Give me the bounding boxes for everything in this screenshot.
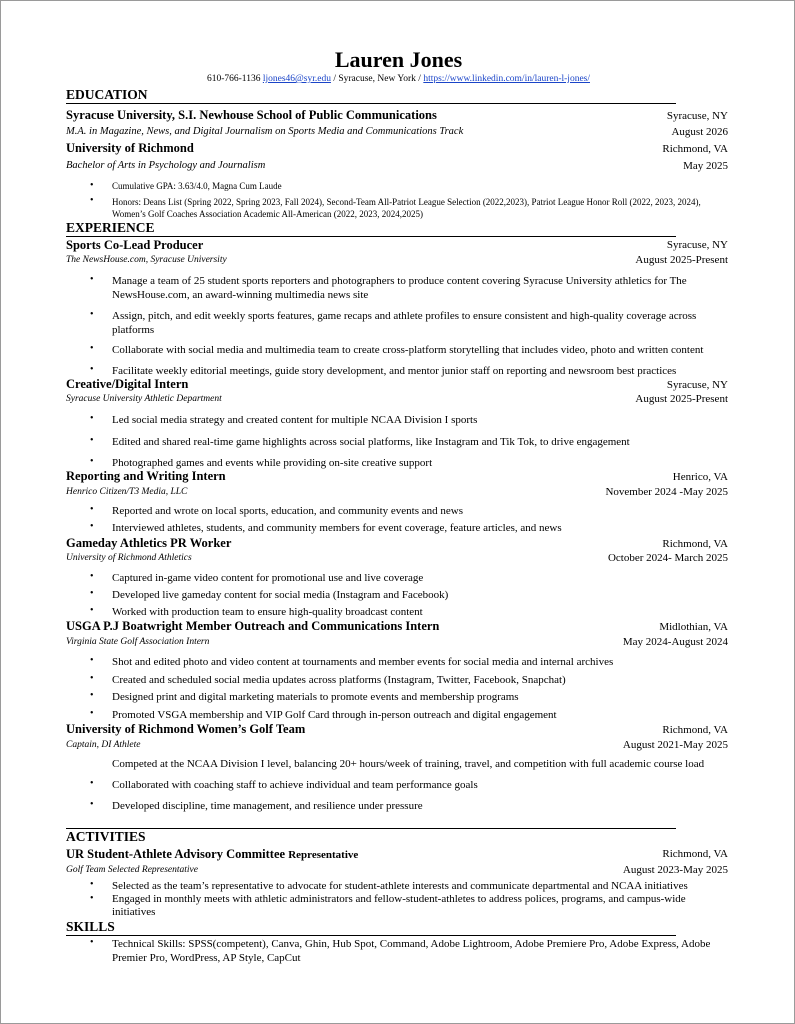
bullet-icon: • [90, 778, 94, 789]
bullet-icon: • [90, 413, 94, 424]
list-item: Technical Skills: SPSS(competent), Canva, Ghin, Hub Spot, Command, Adobe Lightroom, Adobe Premiere Pro, Adobe Express, Adobe Premier Pro, WordPress, AP Style, CapCut [112, 938, 711, 964]
list-item: Promoted VSGA membership and VIP Golf Card through in-person outreach and digital engagement [112, 709, 557, 721]
list-item: Developed discipline, time management, and resilience under pressure [112, 800, 423, 812]
job-title: USGA P.J Boatwright Member Outreach and Communications Intern [66, 619, 440, 633]
section-activities: ACTIVITIES [66, 829, 146, 844]
list-item: Captured in-game video content for promotional use and live coverage [112, 572, 424, 584]
activity-title-main: UR Student-Athlete Advisory Committee [66, 847, 286, 861]
activity-title-suffix: Representative [288, 849, 359, 861]
job-location: Richmond, VA [662, 538, 728, 550]
list-item: Led social media strategy and created content for multiple NCAA Division I sports [112, 414, 478, 426]
bullet-icon: • [90, 180, 94, 191]
bullet-icon: • [90, 195, 94, 206]
job-date: August 2021-May 2025 [622, 739, 728, 751]
section-rule [66, 935, 676, 936]
bullet-icon: • [90, 937, 94, 948]
phone: 610-766-1136 [206, 74, 261, 84]
job-date: October 2024- March 2025 [607, 552, 728, 564]
list-item: Shot and edited photo and video content at tournaments and member events for social media and internal archives [112, 656, 614, 668]
job-title: Reporting and Writing Intern [66, 469, 226, 483]
contact-line [1, 73, 795, 86]
linkedin-link[interactable]: https://www.linkedin.com/in/lauren-l-jones/ [423, 74, 590, 84]
edu-date: May 2025 [683, 160, 728, 172]
bullet-icon: • [90, 343, 94, 354]
job-location: Syracuse, NY [666, 239, 728, 251]
bullet-icon: • [90, 456, 94, 467]
edu-org: Syracuse University, S.I. Newhouse School of Public Communications [66, 108, 437, 122]
list-item: Assign, pitch, and edit weekly sports features, game recaps and athlete profiles to ensure consistent and high-quality coverage across platforms [112, 310, 697, 336]
job-org: Virginia State Golf Association Intern [66, 637, 210, 647]
bullet-icon: • [90, 879, 94, 890]
bullet-icon: • [90, 673, 94, 684]
edu-degree: M.A. in Magazine, News, and Digital Journalism on Sports Media and Communications Track [66, 126, 464, 137]
list-item: Collaborate with social media and multimedia team to create cross-platform storytelling that includes video, photo and written content [112, 344, 704, 356]
list-item: Photographed games and events while providing on-site creative support [112, 457, 433, 469]
list-item: Worked with production team to ensure high-quality broadcast content [112, 606, 423, 618]
list-item: Developed live gameday content for social media (Instagram and Facebook) [112, 589, 449, 601]
edu-location: Syracuse, NY [666, 110, 728, 122]
list-item: Cumulative GPA: 3.63/4.0, Magna Cum Laude [112, 181, 282, 191]
section-education: EDUCATION [66, 87, 148, 102]
section-skills: SKILLS [66, 919, 115, 934]
candidate-name: Lauren Jones [334, 47, 463, 72]
section-experience: EXPERIENCE [66, 220, 155, 235]
list-item: Competed at the NCAA Division I level, balancing 20+ hours/week of training, travel, and competition with full academic course load [112, 758, 705, 770]
job-location: Henrico, VA [672, 471, 728, 483]
list-item: Designed print and digital marketing materials to promote events and membership programs [112, 691, 519, 703]
section-rule [66, 828, 676, 829]
edu-org: University of Richmond [66, 141, 194, 155]
edu-location: Richmond, VA [662, 143, 728, 155]
edu-date: August 2026 [671, 126, 728, 138]
activity-location: Richmond, VA [662, 848, 728, 860]
list-item: Interviewed athletes, students, and community members for event coverage, feature articles, and news [112, 522, 562, 534]
bullet-icon: • [90, 799, 94, 810]
bullet-icon: • [90, 435, 94, 446]
edu-degree: Bachelor of Arts in Psychology and Journalism [66, 160, 266, 171]
list-item: Engaged in monthly meets with athletic administrators and fellow-student-athletes to address polices, programs, and campus-wide initiatives [112, 893, 686, 918]
email-link[interactable]: ljones46@syr.edu [262, 74, 331, 84]
job-date: August 2025-Present [635, 393, 728, 405]
activity-date: August 2023-May 2025 [622, 864, 728, 876]
bullet-icon: • [90, 571, 94, 582]
job-date: August 2025-Present [635, 254, 728, 266]
job-org: Captain, DI Athlete [66, 740, 141, 750]
bullet-icon: • [90, 605, 94, 616]
bullet-icon: • [90, 309, 94, 320]
job-location: Midlothian, VA [659, 621, 728, 633]
list-item: Reported and wrote on local sports, education, and community events and news [112, 505, 463, 517]
job-org: Henrico Citizen/T3 Media, LLC [66, 487, 188, 497]
job-date: November 2024 -May 2025 [605, 486, 728, 498]
list-item: Edited and shared real-time game highlights across social platforms, like Instagram and Tik Tok, to drive engagement [112, 436, 630, 448]
job-location: Richmond, VA [662, 724, 728, 736]
list-item: Manage a team of 25 student sports reporters and photographers to produce content covering Syracuse University athletics for The NewsHouse.com, an award-winning multimedia news site [112, 275, 687, 301]
bullet-icon: • [90, 364, 94, 375]
job-org: The NewsHouse.com, Syracuse University [66, 255, 227, 265]
bullet-icon: • [90, 893, 94, 904]
location: / Syracuse, New York / [333, 74, 421, 84]
job-title: University of Richmond Women’s Golf Team [66, 722, 306, 736]
bullet-icon: • [90, 504, 94, 515]
activity-org: Golf Team Selected Representative [66, 865, 198, 875]
job-title: Creative/Digital Intern [66, 377, 189, 391]
list-item: Collaborated with coaching staff to achieve individual and team performance goals [112, 779, 478, 791]
bullet-icon: • [90, 588, 94, 599]
bullet-icon: • [90, 521, 94, 532]
job-title: Sports Co-Lead Producer [66, 238, 204, 252]
job-title: Gameday Athletics PR Worker [66, 536, 232, 550]
list-item: Honors: Deans List (Spring 2022, Spring 2023, Fall 2024), Second-Team All-Patriot League Selection (2022,2023), Patriot League Honor Roll (2022, 2023, 2024), Women’s Golf Coaches Association Academic All-American (2022, 2023, 2024,2025) [112, 197, 701, 219]
bullet-icon: • [90, 690, 94, 701]
job-date: May 2024-August 2024 [622, 636, 728, 648]
list-item: Selected as the team’s representative to advocate for student-athlete interests and communicate departmental and NCAA initiatives [112, 880, 688, 892]
job-location: Syracuse, NY [666, 379, 728, 391]
section-rule [66, 103, 676, 104]
bullet-icon: • [90, 274, 94, 285]
job-org: University of Richmond Athletics [66, 553, 192, 563]
list-item: Facilitate weekly editorial meetings, guide story development, and mentor junior staff on reporting and newsroom best practices [112, 365, 677, 377]
list-item: Created and scheduled social media updates across platforms (Instagram, Twitter, Facebook, Snapchat) [112, 674, 566, 686]
bullet-icon: • [90, 655, 94, 666]
section-rule [66, 236, 676, 237]
bullet-icon: • [90, 708, 94, 719]
activity-title [66, 847, 358, 863]
job-org: Syracuse University Athletic Department [66, 394, 222, 404]
